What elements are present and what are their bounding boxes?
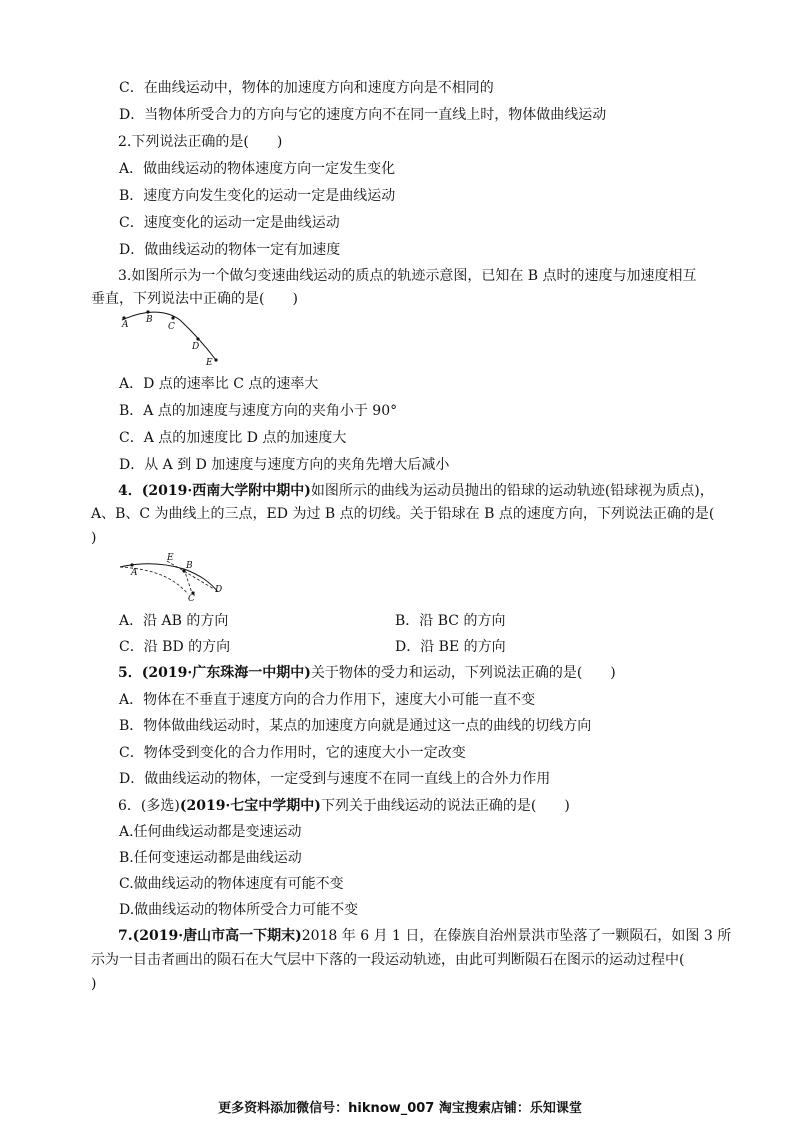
label-d: D (215, 585, 223, 595)
q2-option-a: A．做曲线运动的物体速度方向一定发生变化 (119, 161, 396, 177)
point-c (171, 316, 174, 319)
q3-option-d: D．从 A 到 D 加速度与速度方向的夹角先增大后减小 (119, 457, 450, 473)
q6-option-c: C.做曲线运动的物体速度有可能不变 (119, 876, 344, 892)
label-d: D (192, 342, 200, 352)
chord-bc (184, 569, 192, 593)
point-b (146, 310, 149, 313)
label-b: B (146, 315, 153, 325)
q4-option-d: D．沿 BE 的方向 (395, 639, 506, 655)
point-d (196, 337, 199, 340)
q5-option-d: D．做曲线运动的物体，一定受到与速度不在同一直线上的合外力作用 (119, 771, 551, 787)
q5-option-b: B．物体做曲线运动时，某点的加速度方向就是通过这一点的曲线的切线方向 (119, 718, 592, 734)
label-b: B (186, 561, 193, 571)
q5-option-c: C．物体受到变化的合力作用时，它的速度大小一定改变 (119, 745, 466, 761)
q6-option-b: B.任何变速运动都是曲线运动 (119, 850, 302, 866)
label-e: E (167, 553, 174, 563)
q2-option-c: C．速度变化的运动一定是曲线运动 (119, 215, 340, 231)
q1-option-d: D．当物体所受合力的方向与它的速度方向不在同一直线上时，物体做曲线运动 (119, 107, 607, 123)
q7-stem-line1 (118, 926, 731, 946)
q2-stem: 2.下列说法正确的是( ) (118, 134, 283, 150)
point-e (214, 358, 217, 361)
footer-note: 更多资料添加微信号：hiknow_007 淘宝搜索店铺：乐知课堂 (218, 1101, 582, 1116)
q5-stem-text: 关于物体的受力和运动，下列说法正确的是( ) (310, 665, 616, 681)
q4-stem-line2: A、B、C 为曲线上的三点，ED 为过 B 点的切线。关于铅球在 B 点的速度方向，下列说法正确的是( (91, 506, 715, 522)
q4-option-c: C．沿 BD 的方向 (119, 639, 231, 655)
point-a (130, 563, 133, 566)
label-a: A (131, 568, 138, 578)
q4-option-a: A．沿 AB 的方向 (119, 613, 229, 629)
q5-stem (118, 663, 616, 683)
q5-source: 5．(2019·广东珠海一中期中) (118, 665, 311, 681)
q6-source: (2019·七宝中学期中) (179, 798, 321, 814)
q2-option-b: B．速度方向发生变化的运动一定是曲线运动 (119, 188, 396, 204)
q4-option-b: B．沿 BC 的方向 (395, 613, 506, 629)
label-a: A (122, 320, 129, 330)
q5-option-a: A．物体在不垂直于速度方向的合力作用下，速度大小可能一直不变 (119, 692, 536, 708)
label-c: C (188, 594, 195, 603)
q4-stem-text: 如图所示的曲线为运动员抛出的铅球的运动轨迹(铅球视为质点)， (310, 483, 714, 499)
q3-option-b: B．A 点的加速度与速度方向的夹角小于 90° (119, 403, 398, 419)
q2-option-d: D．做曲线运动的物体一定有加速度 (119, 242, 341, 258)
q3-option-c: C．A 点的加速度比 D 点的加速度大 (119, 430, 347, 446)
q7-stem-text: 2018 年 6 月 1 日，在傣族自治州景洪市坠落了一颗陨石，如图 3 所 (301, 928, 732, 944)
q3-stem-line2: 垂直，下列说法中正确的是( ) (91, 291, 298, 307)
q7-stem-line2: 示为一目击者画出的陨石在大气层中下落的一段运动轨迹，由此可判断陨石在图示的运动过程中( (91, 952, 685, 968)
label-e: E (206, 358, 213, 367)
q6-stem-text: 下列关于曲线运动的说法正确的是( ) (320, 798, 570, 814)
q3-trajectory-figure (112, 305, 227, 367)
q4-source: 4．(2019·西南大学附中期中) (118, 483, 311, 499)
q6-stem (118, 796, 570, 816)
q6-tag: 6．(多选) (118, 798, 180, 814)
trajectory-curve (122, 312, 216, 360)
q6-option-d: D.做曲线运动的物体所受合力可能不变 (119, 902, 359, 918)
q1-option-c: C．在曲线运动中，物体的加速度方向和速度方向是不相同的 (119, 80, 494, 96)
q3-option-a: A．D 点的速率比 C 点的速率大 (119, 376, 319, 392)
q4-stem-line3: ) (91, 530, 97, 546)
q7-source: 7.(2019·唐山市高一下期末) (118, 928, 302, 944)
label-c: C (168, 322, 175, 332)
q7-stem-line3: ) (91, 976, 97, 992)
q6-option-a: A.任何曲线运动都是变速运动 (119, 824, 302, 840)
q4-trajectory-figure (112, 548, 232, 603)
q3-stem-line1: 3.如图所示为一个做匀变速曲线运动的质点的轨迹示意图，已知在 B 点时的速度与加速度相互 (118, 268, 697, 284)
q4-stem-line1 (118, 481, 714, 501)
